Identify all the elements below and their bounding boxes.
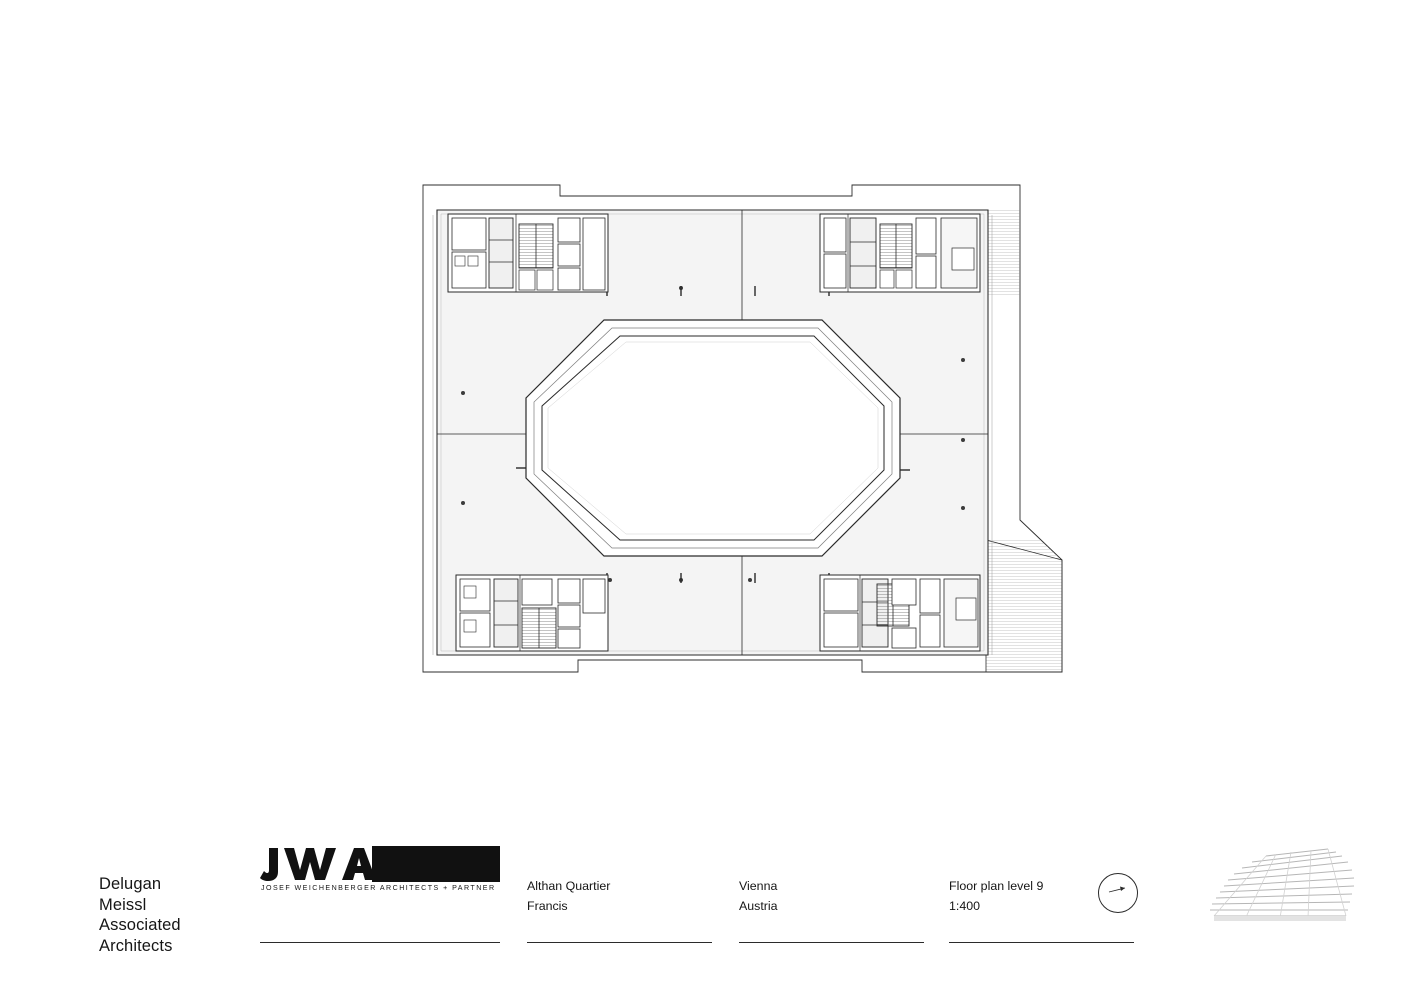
studio-name-line-2: Meissl — [99, 895, 147, 914]
title-block — [0, 838, 1414, 1000]
studio-name-line-1: Delugan — [99, 875, 162, 893]
rule-project — [527, 942, 712, 943]
field-location-line-2: Austria — [739, 899, 778, 913]
studio-name-line-4: Architects — [99, 936, 173, 955]
core-bottom-left — [456, 575, 608, 651]
field-location-line-1: Vienna — [739, 879, 778, 893]
rule-location — [739, 942, 924, 943]
field-project — [527, 876, 610, 916]
central-atrium-void — [526, 320, 900, 556]
field-project-line-1: Althan Quartier — [527, 879, 611, 893]
studio-name-line-3: Associated — [99, 916, 181, 934]
field-location — [739, 876, 778, 916]
core-bottom-right — [820, 575, 980, 651]
field-project-line-2: Francis — [527, 899, 568, 913]
jwa-logo-mark — [260, 846, 500, 884]
building-massing-thumbnail — [1196, 842, 1366, 926]
field-drawing — [949, 876, 1043, 916]
rule-logo — [260, 942, 500, 943]
core-top-left — [448, 214, 608, 292]
north-arrow-icon — [1098, 873, 1138, 913]
studio-name — [99, 874, 181, 956]
rule-drawing — [949, 942, 1134, 943]
field-drawing-title: Floor plan level 9 — [949, 879, 1044, 893]
jwa-logo — [260, 846, 500, 900]
jwa-logo-subtitle: JOSEF WEICHENBERGER ARCHITECTS + PARTNER — [261, 884, 496, 892]
field-drawing-scale: 1:400 — [949, 899, 981, 913]
core-top-right — [820, 214, 980, 292]
